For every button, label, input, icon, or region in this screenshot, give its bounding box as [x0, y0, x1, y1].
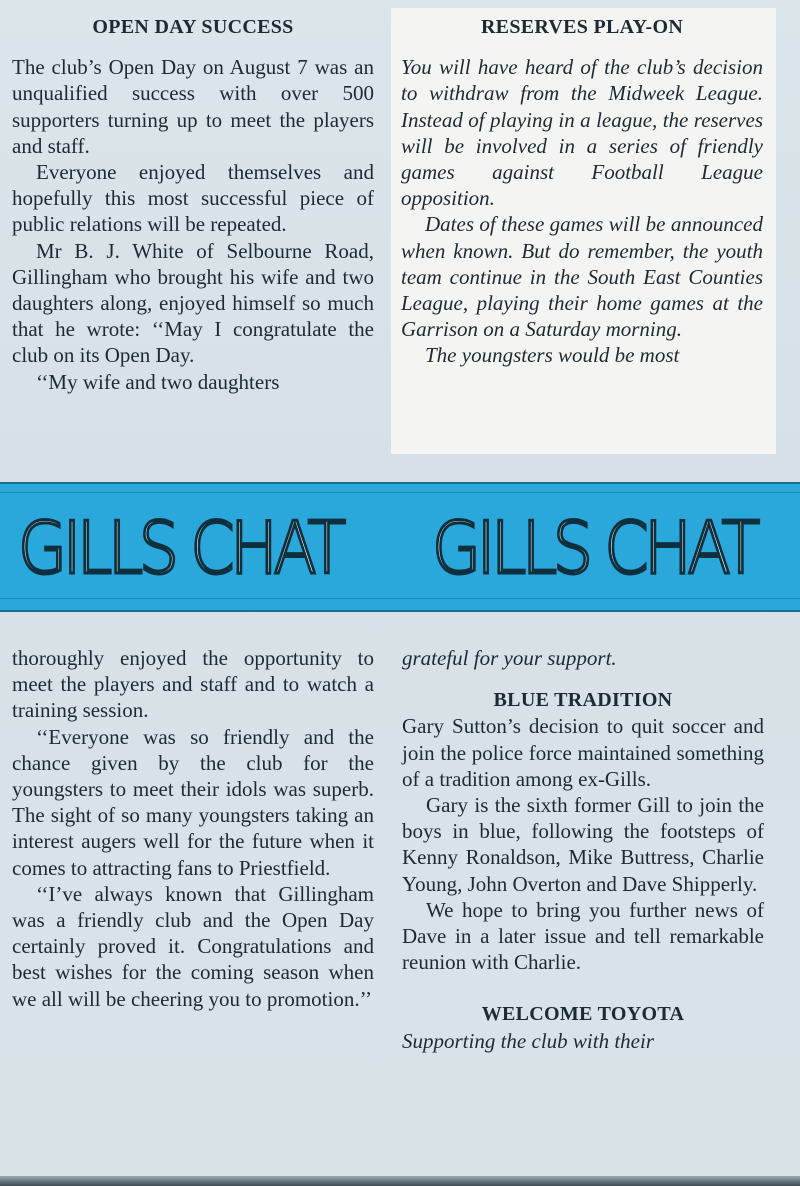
open-day-paragraph-4: ‘‘My wife and two daughters	[36, 369, 280, 394]
page-bottom-edge	[0, 1176, 800, 1186]
right-column-continued	[402, 645, 764, 1054]
banner-title-left: GILLS CHAT	[18, 506, 342, 590]
blue-tradition-paragraph-2: Gary is the sixth former Gill to join the boys in blue, following the footsteps of Kenny Ronaldson, Mike Buttress, Charlie Young, John Overton and Dave Shipperly.	[402, 793, 764, 896]
open-day-paragraph-2: Everyone enjoyed themselves and hopefully this most successful piece of public relations will be repeated.	[12, 160, 374, 237]
reserves-continued-paragraph: grateful for your support.	[402, 646, 617, 670]
welcome-toyota-heading: WELCOME TOYOTA	[481, 1003, 685, 1026]
open-day-paragraph-3: Mr B. J. White of Selbourne Road, Gillingham who brought his wife and two daughters along, enjoyed himself so much that he wrote: ‘‘May I congratulate the club on its Open Day.	[12, 238, 374, 368]
open-day-article	[12, 14, 374, 395]
banner-rule-top	[0, 492, 800, 493]
open-day-heading: OPEN DAY SUCCESS	[92, 16, 294, 38]
reserves-paragraph-1: You will have heard of the club’s decision to withdraw from the Midweek League. Instead of playing in a league, the reserves will be involved in a series of friendly games against Football League opposition.	[401, 55, 763, 211]
open-day-continued-paragraph-3: ‘‘I’ve always known that Gillingham was a friendly club and the Open Day certainly proved it. Congratulations and best wishes for the coming season when we all will be cheering you to promotion.’’	[12, 881, 374, 1011]
welcome-toyota-paragraph-1: Supporting the club with their	[402, 1028, 654, 1053]
blue-tradition-paragraph-1: Gary Sutton’s decision to quit soccer and join the police force maintained something of a tradition among ex-Gills.	[402, 714, 764, 791]
open-day-continued-paragraph-1: thoroughly enjoyed the opportunity to meet the players and staff and to watch a training session.	[12, 646, 374, 723]
reserves-paragraph-2: Dates of these games will be announced when known. But do remember, the youth team continue in the South East Counties League, playing their home games at the Garrison on a Saturday morning.	[401, 212, 763, 342]
reserves-article	[401, 14, 763, 369]
blue-tradition-heading: BLUE TRADITION	[493, 689, 673, 712]
open-day-continued-paragraph-2: ‘‘Everyone was so friendly and the chance given by the club for the youngsters to meet their idols was superb. The sight of so many youngsters taking an interest augers well for the future when it comes to attracting fans to Priestfield.	[12, 724, 374, 880]
open-day-continued	[12, 645, 374, 1012]
open-day-paragraph-1: The club’s Open Day on August 7 was an unqualified success with over 500 supporters turning up to meet the players and staff.	[12, 55, 374, 158]
reserves-paragraph-3: The youngsters would be most	[425, 343, 680, 368]
reserves-heading: RESERVES PLAY-ON	[480, 16, 684, 38]
gills-chat-banner	[0, 482, 800, 612]
banner-rule-bottom	[0, 598, 800, 599]
banner-title-right: GILLS CHAT	[432, 506, 756, 590]
blue-tradition-paragraph-3: We hope to bring you further news of Dave in a later issue and tell remarkable reunion with Charlie.	[402, 897, 764, 975]
